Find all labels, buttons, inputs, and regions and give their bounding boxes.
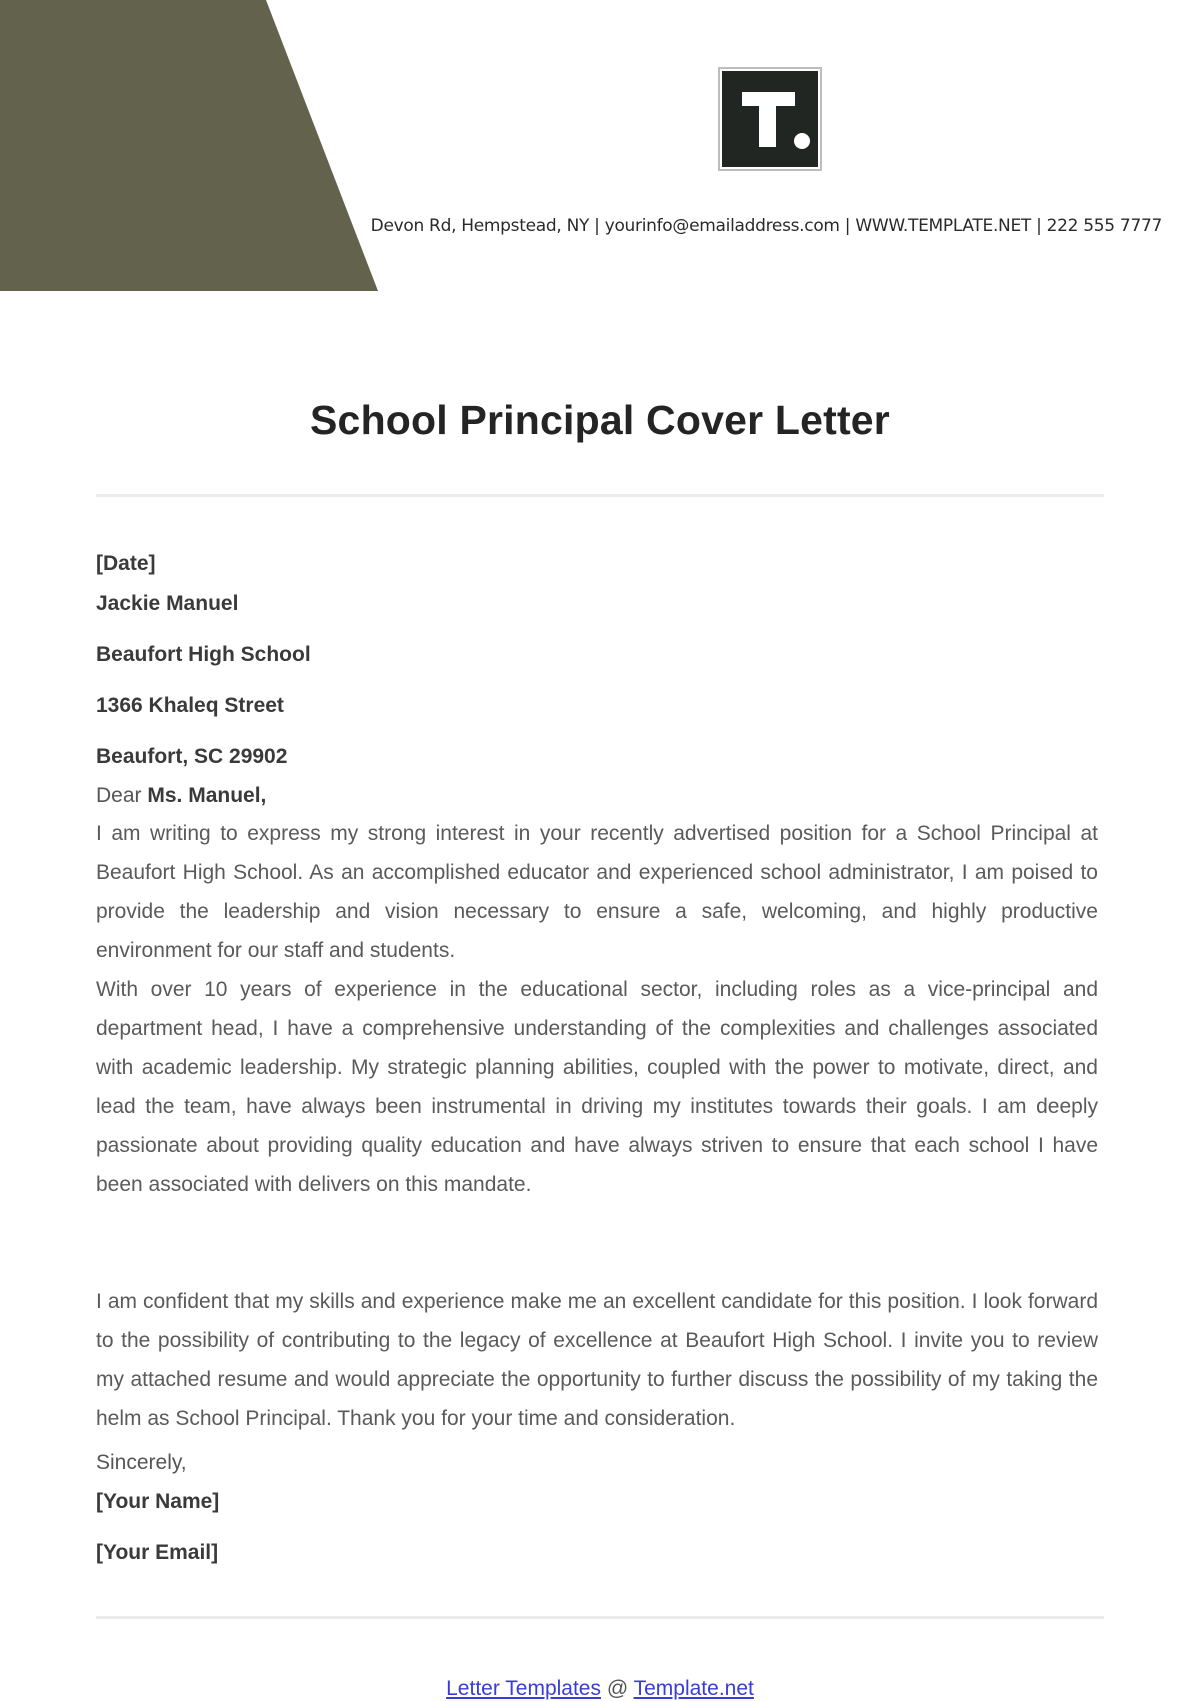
recipient-school: Beaufort High School: [96, 643, 311, 666]
salutation-prefix: Dear: [96, 784, 148, 807]
body-paragraph-3: I am confident that my skills and experience make me an excellent candidate for this position. I look forward to the possibility of contributing to the legacy of excellence at Beaufort High School. I invite you to review my attached resume and would appreciate the opportunity to further discuss the possibility of my taking the helm as School Principal. Thank you for your time and consideration.: [96, 1290, 1098, 1430]
sender-name: [Your Name]: [96, 1490, 220, 1513]
salutation: [96, 784, 266, 808]
template-net-link[interactable]: Template.net: [633, 1677, 754, 1700]
template-t-logo-icon: [718, 67, 822, 171]
recipient-street: 1366 Khaleq Street: [96, 694, 284, 717]
header-corner-shape: [0, 0, 378, 291]
footer: [0, 1677, 1200, 1701]
divider-bottom: [96, 1616, 1104, 1619]
document-title: School Principal Cover Letter: [310, 397, 890, 443]
letter-templates-link[interactable]: Letter Templates: [446, 1677, 601, 1700]
recipient-city: Beaufort, SC 29902: [96, 745, 288, 768]
body-paragraph-2: With over 10 years of experience in the educational sector, including roles as a vice-principal and department head, I have a comprehensive understanding of the complexities and challenges associated with academic leadership. My strategic planning abilities, coupled with the power to motivate, direct, and lead the team, have always been instrumental in driving my institutes towards their goals. I am deeply passionate about providing quality education and have always striven to ensure that each school I have been associated with delivers on this mandate.: [96, 978, 1098, 1196]
salutation-name: Ms. Manuel,: [147, 784, 267, 807]
letter-date: [Date]: [96, 552, 156, 575]
divider-top: [96, 494, 1104, 497]
closing: Sincerely,: [96, 1451, 187, 1474]
sender-email: [Your Email]: [96, 1541, 219, 1564]
header-contact-info: Devon Rd, Hempstead, NY | yourinfo@emailaddress.com | WWW.TEMPLATE.NET | 222 555 7777: [370, 216, 1162, 236]
footer-separator: @: [601, 1677, 634, 1700]
body-paragraph-1: I am writing to express my strong interest in your recently advertised position for a School Principal at Beaufort High School. As an accomplished educator and experienced school administrator, I am poised to provide the leadership and vision necessary to ensure a safe, welcoming, and highly productive environment for our staff and students.: [96, 822, 1098, 962]
recipient-name: Jackie Manuel: [96, 592, 239, 615]
